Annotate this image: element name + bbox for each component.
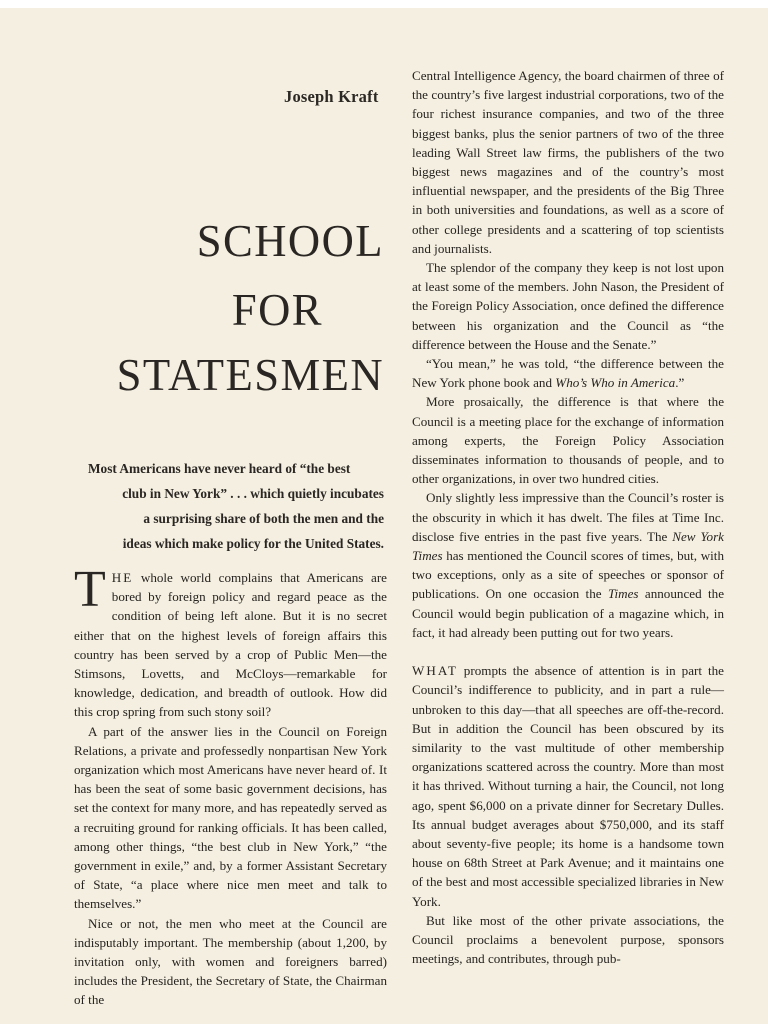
author-byline: Joseph Kraft xyxy=(284,87,379,106)
article-deck xyxy=(88,456,384,556)
title-line-1: SCHOOL xyxy=(196,215,384,266)
paragraph-text: announced the Council would begin publication of a magazine which, in fact, it had already been putting out for two years. xyxy=(412,586,725,640)
paragraph xyxy=(74,561,387,722)
paragraph: More prosaically, the difference is that where the Council is a meeting place for the exchange of information among experts, the Foreign Policy Association disseminates information to thousands of people, and to other organizations, in over two hundred cities. xyxy=(412,394,724,487)
paragraph-text: Only slightly less impressive than the Council’s roster is the obscurity in which it has dwelt. The files at Time Inc. disclose five entries in the past five years. The xyxy=(412,490,724,544)
title-line-3: STATESMEN xyxy=(116,349,384,400)
left-column-body xyxy=(74,561,387,1010)
italic-title: New York Times xyxy=(412,528,724,564)
paragraph: Nice or not, the men who meet at the Council are indisputably important. The membership (about 1,200, by invitation only, with women and foreigners barred) includes the President, the Secretary of State, the Chairman of the xyxy=(74,915,387,1008)
paragraph-text: “You mean,” he was told, “the difference between the New York phone book and xyxy=(412,356,724,391)
section-break xyxy=(412,642,724,661)
paragraph xyxy=(412,488,724,642)
deck-line: ideas which make policy for the United States. xyxy=(122,536,384,551)
paragraph xyxy=(412,354,724,392)
deck-line: club in New York” . . . which quietly incubates xyxy=(122,486,384,501)
italic-title: Times xyxy=(607,586,639,602)
paragraph-text: prompts the absence of attention is in part the Council’s indifference to publicity, and in part a rule—unbroken to this day—that all speeches are off-the-record. But in addition the Council has been obscured by its similarity to the vast multitude of other membership organizations scattered across the country. More than most it has thrived. Without turning a hair, the Council, not long ago, spent $6,000 on a private dinner for Secretary Dulles. Its annual budget averages about $750,000, and its staff about seventy-five people; its home is a handsome town house on 68th Street at Park Avenue; and it maintains one of the best and most accessible specialized libraries in New York. xyxy=(412,663,724,909)
italic-title: Who’s Who in America xyxy=(555,375,676,391)
page-top-edge xyxy=(0,0,768,8)
right-column-body xyxy=(412,66,724,968)
deck-line: a surprising share of both the men and the xyxy=(143,511,384,526)
paragraph-text: .” xyxy=(675,375,685,391)
paragraph-text: whole world complains that Americans are bored by foreign policy and regard peace as the condition of being left alone. But it is no secret either that on the highest levels of foreign affairs this country has been served by a crop of Public Men—the Stimsons, Lovetts, and McCloys—remarkable for knowledge, dedication, and breadth of outlook. How did this crop spring from such stony soil? xyxy=(74,570,387,720)
paragraph-text: has mentioned the Council scores of times, but, with two exceptions, only as a site of speeches or sponsor of publications. On one occasion the xyxy=(412,548,724,602)
lead-in: HE xyxy=(111,570,134,585)
deck-line: Most Americans have never heard of “the best xyxy=(88,461,351,476)
title-line-2: FOR xyxy=(231,284,323,335)
paragraph: Central Intelligence Agency, the board chairmen of three of the country’s five largest industrial corporations, two of the four richest insurance companies, and two of the three biggest banks, plus the senior partners of two of the three leading Wall Street law firms, the publishers of the two biggest news magazines and of the country’s most influential newspaper, and the presidents of the Big Three in both universities and foundations, as well as a score of other college presidents and a scattering of top scientists and journalists. xyxy=(412,68,724,256)
drop-cap: T xyxy=(74,561,106,618)
lead-in: WHAT xyxy=(412,663,458,679)
paragraph: The splendor of the company they keep is not lost upon at least some of the members. John Nason, the President of the Foreign Policy Association, once defined the difference between his organization and the Council as “the difference between the House and the Senate.” xyxy=(412,260,724,352)
paragraph: But like most of the other private associations, the Council proclaims a benevolent purpose, sponsors meetings, and contributes, through pub- xyxy=(412,912,724,967)
paragraph xyxy=(412,661,724,911)
paragraph: A part of the answer lies in the Council on Foreign Relations, a private and professedly nonpartisan New York organization which most Americans have never heard of. It has been the seat of some basic government decisions, has set the context for many more, and has repeatedly served as a recruiting ground for ranking officials. It has been called, among other things, “the best club in New York,” “the government in exile,” and, by a former Assistant Secretary of State, “a place where nice men meet and talk to themselves.” xyxy=(74,723,387,912)
